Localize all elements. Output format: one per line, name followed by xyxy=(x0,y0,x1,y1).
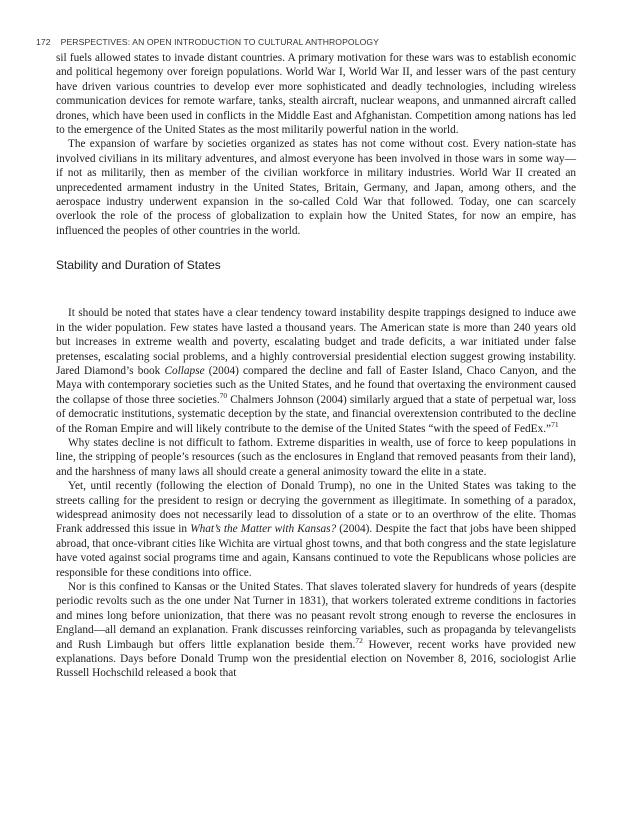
running-title: PERSPECTIVES: AN OPEN INTRODUCTION TO CULTURAL ANTHROPOLOGY xyxy=(60,37,379,47)
paragraph-2: The expansion of warfare by societies organized as states has not come without cost. Every nation-state has involved civilians in its military adventures, and almost everyone has been involved in those wars in some way—if not as militarily, then as member of the civilian workforce in military industries. World War II created an unprecedented armament industry in the United States, Britain, Germany, and Japan, among others, and the aerospace industry underwent expansion in the so-called Cold War that followed. Today, one can scarcely overlook the role of the process of globalization to explain how the United States, for now an empire, has influenced the peoples of other countries in the world. xyxy=(56,138,576,237)
paragraph-6-text-b: However, recent works have provided new explanations. Days before Donald Trump won the presidential election on November 8, 2016, sociologist Arlie Russell Hochschild released a book that xyxy=(56,638,576,680)
book-title-kansas: What’s the Matter with Kansas? xyxy=(190,523,337,536)
paragraph-1: sil fuels allowed states to invade distant countries. A primary motivation for these wars was to establish economic and political hegemony over foreign populations. World War I, World War II, and lesser wars of the past century have driven various countries to develop ever more sophisticated and deadly technologies, including wireless communication devices for remote warfare, tanks, stealth aircraft, nuclear weapons, and unmanned aircraft called drones, which have been used in conflicts in the Middle East and Afghanistan. Competition among nations has led to the emergence of the United States as the most militarily powerful nation in the world. xyxy=(56,52,576,137)
footnote-ref-71: 71 xyxy=(551,419,559,429)
page-number: 172 xyxy=(36,37,51,47)
paragraph-4: Why states decline is not difficult to fathom. Extreme disparities in wealth, use of force to keep populations in line, the stripping of people’s resources (such as the enclosures in England that removed peasants from their land), and the harshness of many laws all should create a general animosity toward the elite in a state. xyxy=(56,436,576,478)
paragraph-3-text-b: (2004) compared the decline and fall of Easter Island, Chaco Canyon, and the Maya with contemporary societies such as the United States, and he found that overtaxing the environment caused the collapse of those three societies. xyxy=(56,364,576,406)
paragraph-5-text-a: Yet, until recently (following the election of Donald Trump), no one in the United States was taking to the streets calling for the president to resign or decrying the government as illegitimate. In something of a paradox, widespread animosity does not necessarily lead to dissolution of a state or to an overthrow of the elite. Thomas Frank addressed this issue in xyxy=(56,480,576,536)
footnote-ref-70: 70 xyxy=(219,390,228,400)
paragraph-6-text-a: Nor is this confined to Kansas or the United States. That slaves tolerated slavery for hundreds of years (despite periodic revolts such as the one under Nat Turner in 1831), that workers tolerated extreme conditions in factories and mines long before unionization, that there was no peasant revolt strong enough to reverse the enclosures in England—all demand an explanation. Frank discusses reinforcing variables, such as propaganda by televangelists and Rush Limbaugh but offers little explanation beside them. xyxy=(56,581,576,651)
paragraph-3-text-c: Chalmers Johnson (2004) similarly argued that a state of perpetual war, loss of democratic institutions, systematic deception by the state, and financial overextension contributed to the decline of the Roman Empire and will likely contribute to the demise of the United States “with the speed of FedEx.” xyxy=(56,393,576,435)
paragraph-3-text-a: It should be noted that states have a clear tendency toward instability despite trappings designed to induce awe in the wider population. Few states have lasted a thousand years. The American state is more than 240 years old but increases in extreme wealth and poverty, escalating budget and trade deficits, a war initiated under false pretenses, escalating social problems, and a highly controversial presidential election suggest growing instability. Jared Diamond’s book xyxy=(56,307,576,377)
paragraph-5-text-b: (2004). Despite the fact that jobs have been shipped abroad, that once-vibrant cities like Wichita are virtual ghost towns, and that both congress and the state legislature have voted against social programs time and again, Kansans continued to vote the Republicans whose policies are responsible for these conditions into office. xyxy=(56,523,576,579)
section-heading: Stability and Duration of States xyxy=(56,258,221,273)
paragraph-6 xyxy=(56,580,576,681)
body-text xyxy=(56,51,576,681)
running-header xyxy=(36,37,379,47)
paragraph-5 xyxy=(56,479,576,580)
footnote-ref-72: 72 xyxy=(355,635,363,645)
paragraph-3 xyxy=(56,306,576,436)
book-title-collapse: Collapse xyxy=(164,364,205,377)
